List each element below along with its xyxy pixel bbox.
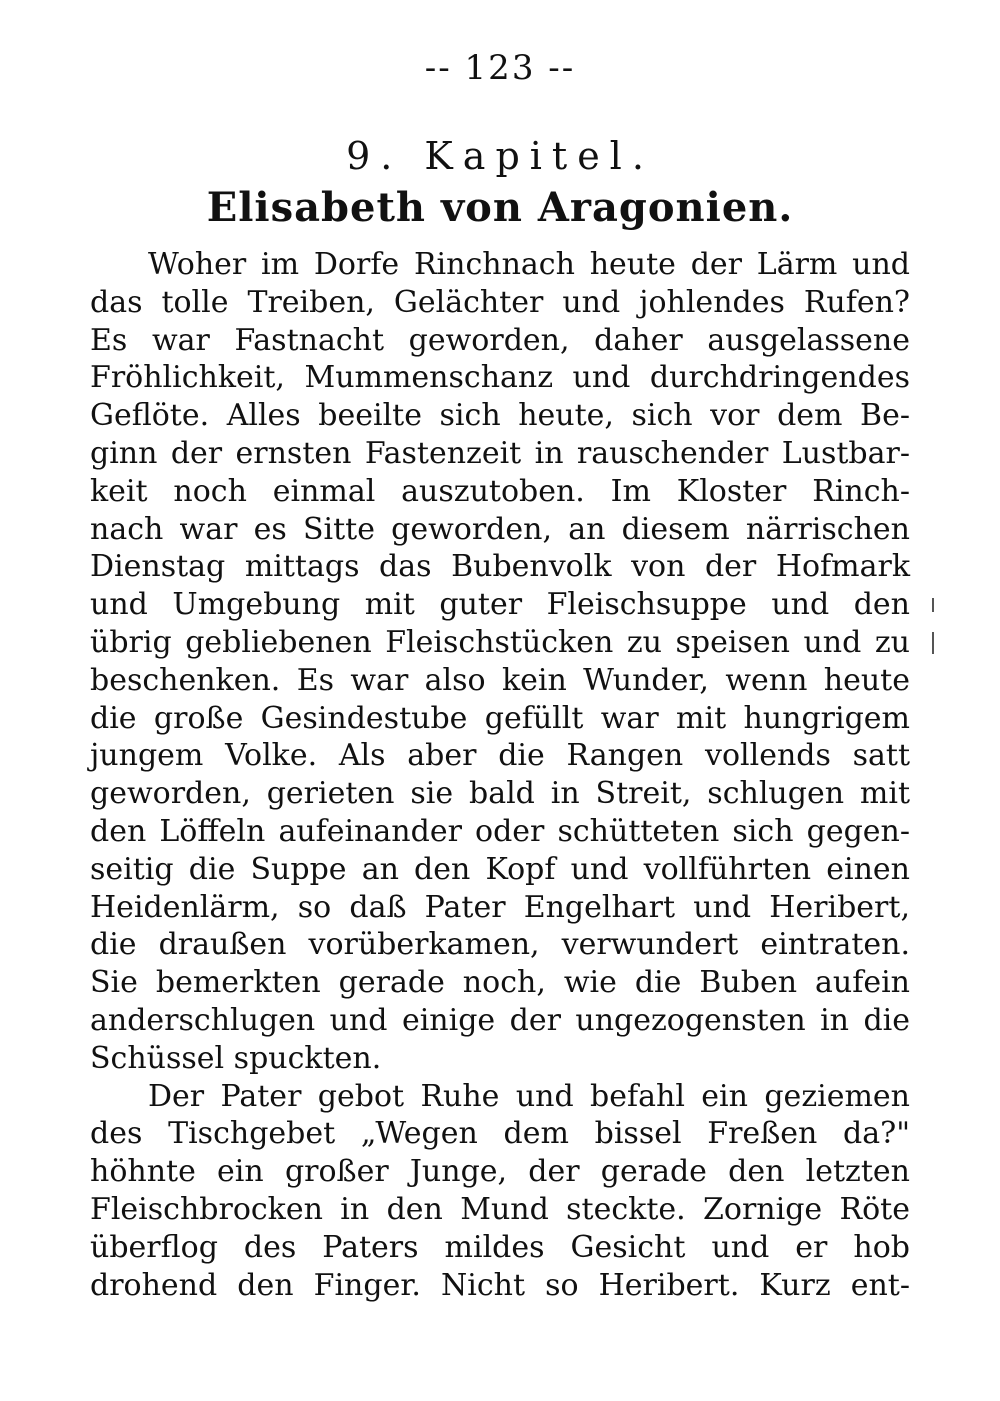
margin-mark (932, 632, 934, 654)
text-line: die große Gesindestube gefüllt war mit hungrigem (90, 700, 910, 736)
text-line: Woher im Dorfe Rinchnach heute der Lärm und (148, 247, 910, 282)
text-line: beschenken. Es war also kein Wunder, wenn heute (90, 662, 910, 698)
text-line: Der Pater gebot Ruhe und befahl ein geziemen (148, 1078, 910, 1114)
text-line: Fleischbrocken in den Mund steckte. Zornige Röte (90, 1191, 910, 1227)
text-line: Geflöte. Alles beeilte sich heute, sich vor dem Be- (90, 398, 910, 434)
text-line: überflog des Paters mildes Gesicht und er hob (90, 1229, 910, 1265)
text-line: höhnte ein großer Junge, der gerade den letzten (90, 1154, 910, 1190)
text-line: Fröhlichkeit, Mummenschanz und durchdringendes (90, 360, 910, 396)
text-line: den Löffeln aufeinander oder schütteten sich gegen- (90, 813, 910, 849)
text-line: die draußen vorüberkamen, verwundert eintraten. (90, 927, 910, 963)
text-line: das tolle Treiben, Gelächter und johlendes Rufen? (90, 284, 910, 320)
text-line: jungem Volke. Als aber die Rangen vollends satt (90, 738, 910, 774)
page-number: -- 123 -- (424, 48, 576, 88)
text-line: Dienstag mittags das Bubenvolk von der Hofmark (90, 549, 910, 585)
chapter-heading: 9. Kapitel. (346, 134, 654, 178)
body-text (90, 246, 910, 1304)
text-line: des Tischgebet „Wegen dem bissel Freßen da?" (90, 1116, 910, 1152)
text-line: übrig gebliebenen Fleischstücken zu speisen und zu (90, 624, 910, 660)
text-line: anderschlugen und einige der ungezogensten in die (90, 1002, 910, 1038)
text-line: Schüssel spuckten. (90, 1040, 382, 1076)
text-line: geworden, gerieten sie bald in Streit, schlugen mit (90, 776, 910, 812)
text-line: Sie bemerkten gerade noch, wie die Buben aufein (90, 965, 910, 1001)
chapter-title: Elisabeth von Aragonien. (206, 184, 794, 231)
margin-mark (932, 598, 934, 612)
text-line: Es war Fastnacht geworden, daher ausgelassene (90, 322, 910, 358)
text-line: ginn der ernsten Fastenzeit in rauschender Lustbar- (90, 435, 910, 471)
text-line: keit noch einmal auszutoben. Im Kloster Rinch- (90, 473, 910, 509)
text-line: seitig die Suppe an den Kopf und vollführten einen (90, 851, 910, 887)
text-line: nach war es Sitte geworden, an diesem närrischen (90, 511, 910, 547)
text-line: Heidenlärm, so daß Pater Engelhart und Heribert, (90, 889, 910, 925)
text-line: drohend den Finger. Nicht so Heribert. Kurz ent- (90, 1267, 910, 1303)
text-line: und Umgebung mit guter Fleischsuppe und den (90, 587, 910, 623)
